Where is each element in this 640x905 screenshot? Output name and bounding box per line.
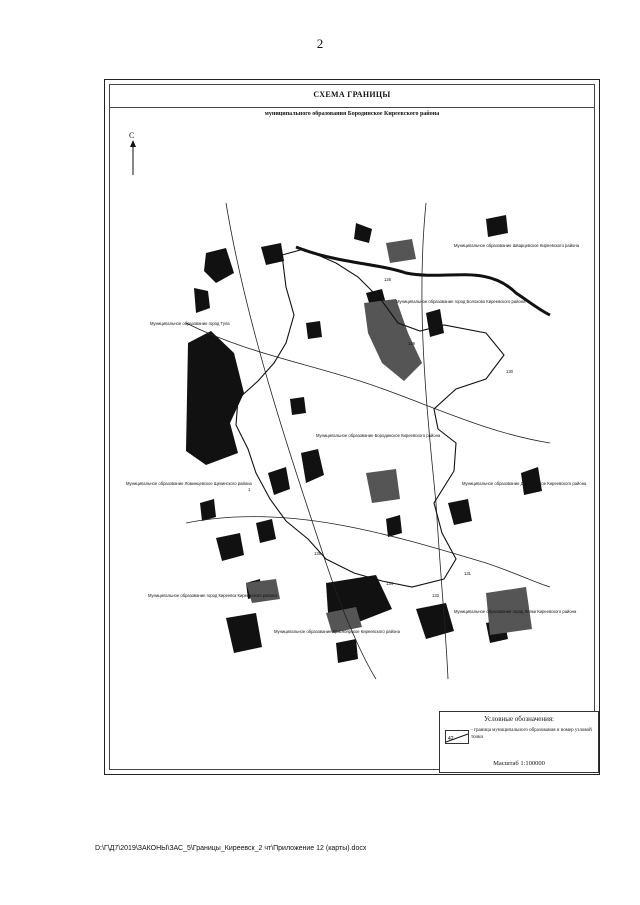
node-number: 131 — [464, 571, 471, 576]
page-number: 2 — [316, 36, 324, 51]
node-number: 126 — [384, 277, 391, 282]
map-subtitle: муниципального образования Бородинское Киреевского района — [264, 111, 440, 117]
label-lomintsevskoe: Муниципальное образование Ломинцевское Щекинского района — [126, 481, 252, 486]
node-number: 1 — [248, 487, 251, 492]
node-number: 135 — [314, 551, 321, 556]
label-bolokhovo: Муниципальное образование город Болохово Киреевского района — [396, 299, 526, 304]
label-borodinskoe: Муниципальное образование Бородинское Киреевского района — [316, 433, 441, 438]
north-arrow — [128, 131, 138, 181]
map-svg — [126, 203, 587, 679]
river — [296, 247, 550, 315]
legend-item-text: - граница муниципального образования и номер узловой точки — [471, 728, 592, 740]
label-tula: Муниципальное образование город Тула — [150, 321, 230, 326]
boundary-symbol-icon — [445, 730, 469, 744]
label-shvartsevskoe: Муниципальное образование Шварцевское Киреевского района — [454, 243, 580, 248]
label-lipki: Муниципальное образование город Липки Киреевского района — [454, 609, 577, 614]
label-kireevsk: Муниципальное образование город Киреевск Киреевского района — [148, 593, 277, 598]
map-title: СХЕМА ГРАНИЦЫ — [313, 90, 391, 99]
map-inner-frame — [109, 84, 595, 770]
node-number: 130 — [506, 369, 513, 374]
legend — [439, 711, 599, 773]
node-number: 129 — [408, 341, 415, 346]
title-bar — [110, 85, 594, 108]
node-number: 134 — [386, 581, 393, 586]
legend-title: Условные обозначения: — [483, 715, 554, 723]
legend-symbol-number: 42 — [448, 736, 454, 742]
north-label: С — [129, 131, 135, 140]
map-frame — [104, 79, 600, 775]
map-scale: Масштаб 1:100000 — [493, 760, 545, 767]
north-arrow-icon — [128, 139, 138, 189]
node-number: 133 — [432, 593, 439, 598]
label-dedilovskoe: Муниципальное образование Дедиловское Киреевского района — [462, 481, 587, 486]
map-image — [126, 203, 587, 679]
footer-file-path: D:\Г\Д7\2019\ЗАКОНЫ\ЗАС_5\Границы_Киреевск_2 чт\Приложение 12 (карты).docx — [95, 845, 367, 852]
label-krasnoyarskoe: Муниципальное образование Красноярское Киреевского района — [274, 629, 400, 634]
